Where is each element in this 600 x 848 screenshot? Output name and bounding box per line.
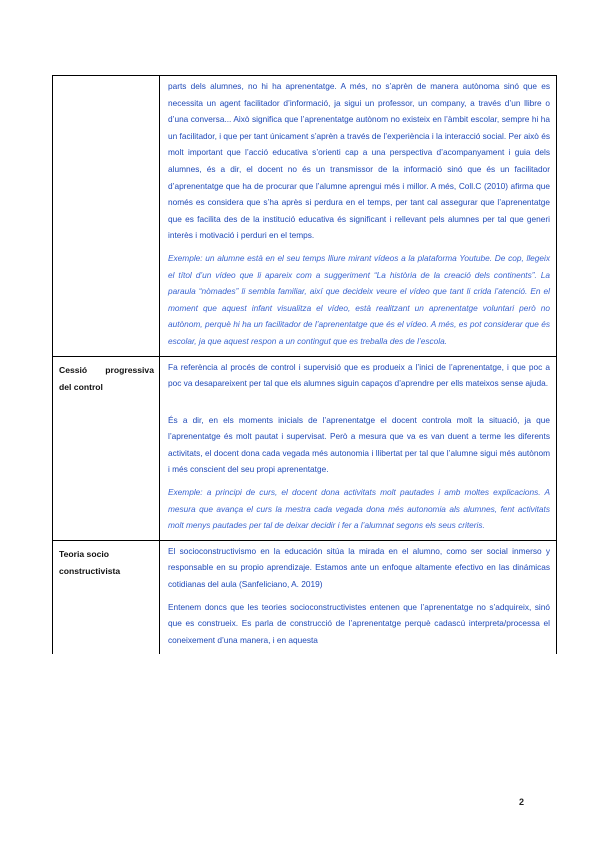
row-content-cell — [160, 76, 556, 356]
table-row — [52, 76, 557, 357]
table-row — [52, 541, 557, 655]
body-paragraph: Fa referència al procés de control i supervisió que es produeix a l’inici de l’aprenentatge, i que poc a poc va desapareixent per tal que els alumnes siguin capaços d’aprendre per ells mateixos sense ajuda. — [168, 361, 550, 389]
row-content-cell — [160, 541, 556, 655]
body-paragraph: El socioconstructivismo en la educación sitúa la mirada en el alumno, como ser social inmerso y responsable en su propio aprendizaje. Estamos ante un enfoque altamente efectivo en las dinámicas cotidianas del aula (Sanfeliciano, A. 2019) — [168, 545, 550, 590]
table-row — [52, 357, 557, 541]
blank-line — [168, 398, 550, 412]
row-label-cell — [53, 76, 160, 356]
row-label-cell — [53, 357, 160, 540]
body-paragraph: Entenem doncs que les teories socioconstructivistes entenen que l’aprenentatge no s’adquireix, sinó que es construeix. Es parla de construcció de l’aprenentatge perquè cadascú interpreta/processa el coneixement d’una manera, i en aquesta — [168, 601, 550, 645]
row-content-cell — [160, 357, 556, 540]
row-label-line: constructivista — [59, 565, 121, 576]
row-label-line: del control — [59, 381, 103, 392]
example-paragraph: Exemple: a principi de curs, el docent dona activitats molt pautades i amb moltes explicacions. A mesura que avança el curs la mestra cada vegada dona més autonomia als alumnes, fent activitats molt menys pautades per tal de deixar decidir i fer a l’alumnat segons els seus criteris. — [168, 487, 550, 531]
row-label-line: Cessió progressiva — [59, 364, 154, 375]
page-number: 2 — [519, 797, 525, 807]
content-table — [52, 75, 557, 654]
row-label-line: Teoria socio — [59, 548, 109, 559]
row-label-cell — [53, 541, 160, 655]
body-paragraph: parts dels alumnes, no hi ha aprenentatge. A més, no s’aprèn de manera autònoma sinó que es necessita un agent facilitador d’informació, ja sigui un professor, un company, a través d’un llibre o d’una conversa... Això significa que l’aprenentatge autònom no existeix en l’àmbit escolar, sempre hi ha un facilitador, i que per tant únicament s’aprèn a través de l’experiència i la interacció social. Per això és molt important que l’acció educativa s’orienti cap a una perspectiva d’acompanyament i guia dels alumnes, és a dir, el docent no és un transmissor de la informació sinó que és un facilitador d’aprenentatge que ha de procurar que l’alumne aprengui més i millor. A més, Coll.C (2010) afirma que només es considera que s’ha après si perdura en el temps, per tant cal assegurar que l’aprenentatge que es facilita des de la institució educativa és significant i rellevant pels alumnes per tal que generi interès i motivació i perduri en el temps. — [168, 81, 550, 241]
body-paragraph: És a dir, en els moments inicials de l’aprenentatge el docent controla molt la situació, ja que l’aprenentatge és molt pautat i supervisat. Però a mesura que va es van duent a terme les diferents activitats, el docent dona cada vegada més autonomia i llibertat per tal que l’alumne sigui més autònom i més conscient del seu propi aprenentatge. — [168, 414, 550, 475]
example-paragraph: Exemple: un alumne està en el seu temps lliure mirant vídeos a la plataforma Youtube. De cop, llegeix el títol d’un vídeo que li apareix com a suggeriment “La història de la creació dels continents”. La paraula “nòmades” li sembla familiar, així que decideix veure el vídeo que tant li crida l’atenció. En el moment que aquest infant visualitza el vídeo, està realitzant un aprenentatge voluntari però no autònom, perquè hi ha un facilitador de l’aprenentatge que és el vídeo. A més, es pot considerar que és escolar, ja que aquest respon a un contingut que es treballa des de l’escola. — [168, 252, 550, 346]
